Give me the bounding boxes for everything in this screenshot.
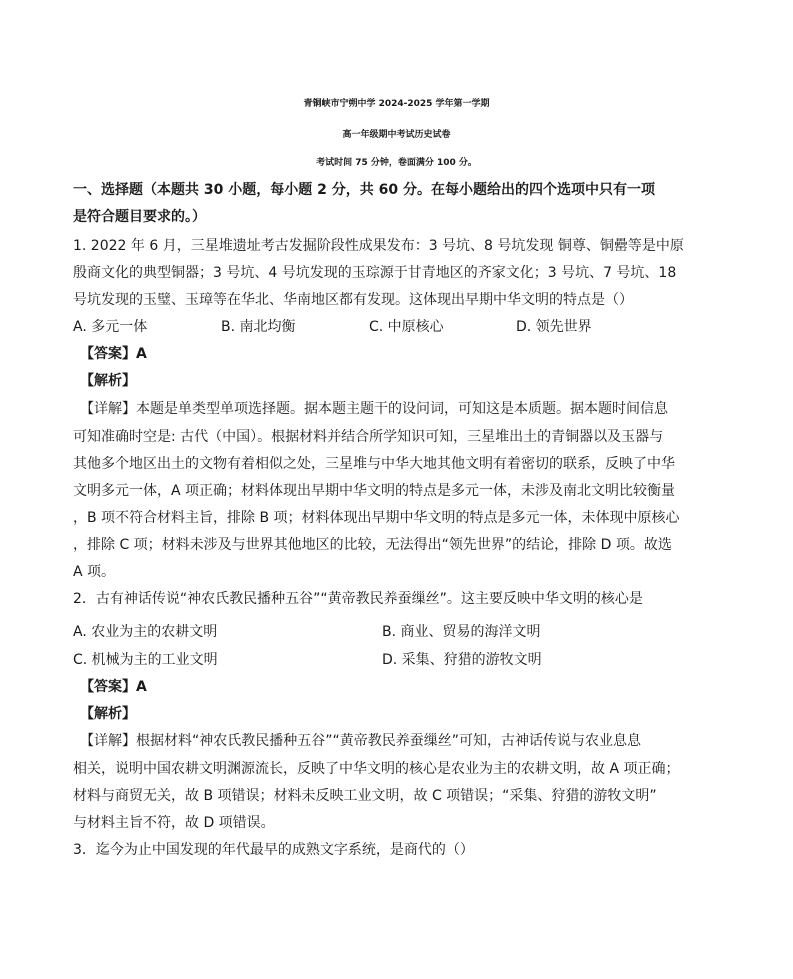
q2-detail-line2: 相关，说明中国农耕文明渊源流长，反映了中华文明的核心是农业为主的农耕文明，故 A 项正确； xyxy=(73,761,680,777)
q1-detail-line2: 可知准确时空是: 古代（中国）。根据材料并结合所学知识可知，三星堆出土的青铜器以及玉器与 xyxy=(73,429,664,445)
q1-detail-line4: 文明多元一体，A 项正确；材料体现出早期中华文明的特点是多元一体，未涉及南北文明比较衡量 xyxy=(73,483,676,499)
q1-option-a: A. 多元一体 xyxy=(73,319,148,335)
q2-answer: 【答案】A xyxy=(80,679,147,695)
q2-detail-line3: 材料与商贸无关，故 B 项错误；材料未反映工业文明，故 C 项错误；“采集、狩猎的游牧文明” xyxy=(73,788,657,804)
q1-answer: 【答案】A xyxy=(80,346,147,362)
exam-title: 高一年级期中考试历史试卷 xyxy=(342,130,451,140)
q2-analysis-label: 【解析】 xyxy=(80,706,136,722)
q2-option-c: C. 机械为主的工业文明 xyxy=(73,652,218,668)
section-heading-line1: 一、选择题（本题共 30 小题，每小题 2 分，共 60 分。在每小题给出的四个选项中只有一项 xyxy=(73,182,655,198)
q1-stem-line3: 号坑发现的玉璧、玉璋等在华北、华南地区都有发现。这体现出早期中华文明的特点是（） xyxy=(73,292,633,308)
q2-detail-line4: 与材料主旨不符，故 D 项错误。 xyxy=(73,815,275,831)
q1-stem-line1: 1. 2022 年 6 月，三星堆遗址考古发掘阶段性成果发布：3 号坑、8 号坑发现 铜尊、铜罍等是中原 xyxy=(73,238,684,254)
q1-detail-line7: A 项。 xyxy=(73,564,116,580)
q2-option-b: B. 商业、贸易的海洋文明 xyxy=(382,624,541,640)
q1-option-b: B. 南北均衡 xyxy=(221,319,296,335)
q1-stem-line2: 殷商文化的典型铜器；3 号坑、4 号坑发现的玉琮源于甘青地区的齐家文化；3 号坑、7 号坑、18 xyxy=(73,265,677,281)
q1-detail-line6: ，排除 C 项；材料未涉及与世界其他地区的比较，无法得出“领先世界”的结论，排除 D 项。故选 xyxy=(73,537,672,553)
q2-stem: 2．古有神话传说“神农氏教民播种五谷”“黄帝教民养蚕缫丝”。这主要反映中华文明的核心是 xyxy=(73,591,643,607)
school-title: 青铜峡市宁朔中学 2024-2025 学年第一学期 xyxy=(303,99,490,109)
q1-option-c: C. 中原核心 xyxy=(369,319,444,335)
q1-option-d: D. 领先世界 xyxy=(516,319,592,335)
q1-detail-line5: ，B 项不符合材料主旨，排除 B 项；材料体现出早期中华文明的特点是多元一体，未体现中原核心 xyxy=(73,510,680,526)
q1-detail-line1: 【详解】本题是单类型单项选择题。据本题主题干的设问词，可知这是本质题。据本题时间信息 xyxy=(80,401,668,417)
q2-detail-line1: 【详解】根据材料“神农氏教民播种五谷”“黄帝教民养蚕缫丝”可知，古神话传说与农业息息 xyxy=(80,733,642,749)
q3-stem: 3．迄今为止中国发现的年代最早的成熟文字系统，是商代的（） xyxy=(73,842,474,858)
q2-option-d: D. 采集、狩猎的游牧文明 xyxy=(382,652,542,668)
section-heading-line2: 是符合题目要求的。） xyxy=(73,209,206,225)
q1-detail-line3: 其他多个地区出土的文物有着相似之处，三星堆与中华大地其他文明有着密切的联系，反映了中华 xyxy=(73,456,675,472)
q1-analysis-label: 【解析】 xyxy=(80,373,136,389)
q2-option-a: A. 农业为主的农耕文明 xyxy=(73,624,218,640)
exam-info: 考试时间 75 分钟，卷面满分 100 分。 xyxy=(316,158,477,168)
